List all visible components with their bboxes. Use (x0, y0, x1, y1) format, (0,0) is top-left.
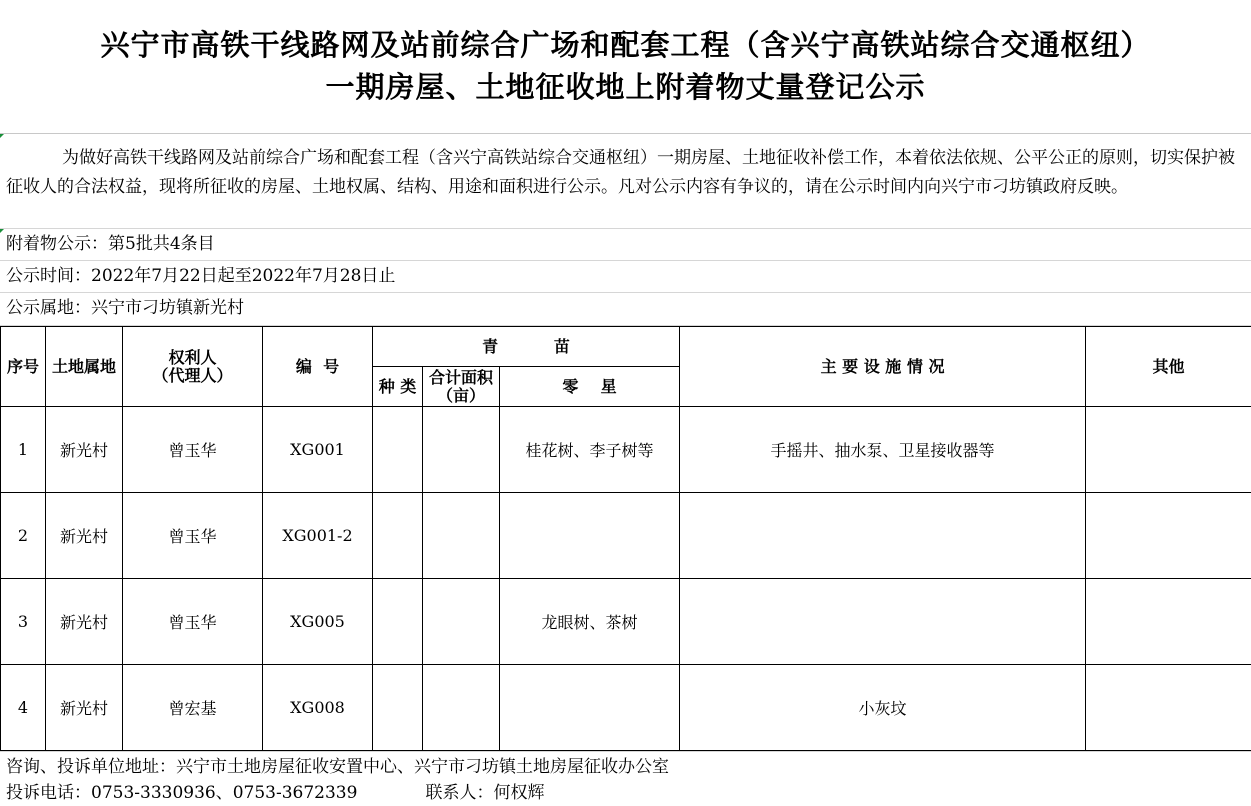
cell-other[interactable] (1086, 493, 1251, 579)
cell-land[interactable]: 新光村 (46, 665, 123, 751)
table-row (1, 407, 1251, 493)
table-row (1, 493, 1251, 579)
period-cell[interactable] (0, 261, 1251, 293)
header-area (423, 367, 500, 407)
cell-kind[interactable] (373, 493, 423, 579)
footer-phone: 投诉电话：0753-3330936、0753-3672339 (6, 783, 357, 803)
cell-code[interactable]: XG001-2 (263, 493, 373, 579)
footer-contact: 联系人：何权辉 (425, 783, 544, 803)
cell-kind[interactable] (373, 665, 423, 751)
batch-cell[interactable] (0, 229, 1251, 261)
notice-title (0, 0, 1251, 132)
header-code: 编 号 (263, 327, 373, 407)
cell-scattered[interactable]: 龙眼树、茶树 (500, 579, 680, 665)
intro-cell[interactable] (0, 133, 1251, 229)
header-other: 其他 (1086, 327, 1251, 407)
cell-area[interactable] (423, 407, 500, 493)
title-line-1: 兴宁市高铁干线路网及站前综合广场和配套工程（含兴宁高铁站综合交通枢纽） (100, 24, 1150, 66)
cell-kind[interactable] (373, 579, 423, 665)
cell-facilities[interactable]: 手摇井、抽水泵、卫星接收器等 (680, 407, 1086, 493)
batch-text: 附着物公示：第5批共4条目 (6, 232, 215, 256)
header-owner (123, 327, 263, 407)
cell-land[interactable]: 新光村 (46, 407, 123, 493)
intro-text: 为做好高铁干线路网及站前综合广场和配套工程（含兴宁高铁站综合交通枢纽）一期房屋、土地征收补偿工作，本着依法依规、公平公正的原则，切实保护被征收人的合法权益，现将所征收的房屋、土地权属、结构、用途和面积进行公示。凡对公示内容有争议的，请在公示时间内向兴宁市刁坊镇政府反映。 (6, 144, 1246, 202)
header-area-line2: （亩） (423, 387, 499, 405)
cell-owner[interactable]: 曾玉华 (123, 579, 263, 665)
cell-other[interactable] (1086, 579, 1251, 665)
header-row (1, 327, 1251, 367)
header-owner-line2: （代理人） (123, 367, 262, 385)
header-crops: 青 苗 (373, 327, 680, 367)
cell-seq[interactable]: 2 (1, 493, 46, 579)
cell-owner[interactable]: 曾玉华 (123, 407, 263, 493)
cell-marker-icon (0, 134, 4, 138)
footer-cell[interactable] (0, 751, 1251, 806)
footer-address: 咨询、投诉单位地址：兴宁市土地房屋征收安置中心、兴宁市刁坊镇土地房屋征收办公室 (6, 755, 669, 779)
header-owner-line1: 权利人 (123, 349, 262, 367)
table-row (1, 579, 1251, 665)
period-text: 公示时间：2022年7月22日起至2022年7月28日止 (6, 264, 395, 288)
cell-facilities[interactable] (680, 579, 1086, 665)
cell-facilities[interactable]: 小灰坟 (680, 665, 1086, 751)
cell-marker-icon (0, 229, 4, 233)
header-area-line1: 合计面积 (423, 369, 499, 387)
cell-area[interactable] (423, 665, 500, 751)
cell-area[interactable] (423, 493, 500, 579)
cell-code[interactable]: XG001 (263, 407, 373, 493)
location-text: 公示属地：兴宁市刁坊镇新光村 (6, 296, 244, 320)
cell-seq[interactable]: 1 (1, 407, 46, 493)
cell-owner[interactable]: 曾玉华 (123, 493, 263, 579)
header-facilities: 主 要 设 施 情 况 (680, 327, 1086, 407)
cell-scattered[interactable] (500, 493, 680, 579)
header-kind: 种 类 (373, 367, 423, 407)
cell-scattered[interactable]: 桂花树、李子树等 (500, 407, 680, 493)
cell-seq[interactable]: 3 (1, 579, 46, 665)
header-seq: 序号 (1, 327, 46, 407)
cell-code[interactable]: XG005 (263, 579, 373, 665)
location-cell[interactable] (0, 293, 1251, 326)
cell-facilities[interactable] (680, 493, 1086, 579)
cell-other[interactable] (1086, 407, 1251, 493)
cell-seq[interactable]: 4 (1, 665, 46, 751)
cell-scattered[interactable] (500, 665, 680, 751)
attachment-table (0, 326, 1251, 751)
header-land: 土地属地 (46, 327, 123, 407)
cell-code[interactable]: XG008 (263, 665, 373, 751)
cell-land[interactable]: 新光村 (46, 493, 123, 579)
cell-area[interactable] (423, 579, 500, 665)
cell-land[interactable]: 新光村 (46, 579, 123, 665)
header-scattered: 零 星 (500, 367, 680, 407)
footer-phone-line (6, 781, 544, 805)
cell-other[interactable] (1086, 665, 1251, 751)
title-line-2: 一期房屋、土地征收地上附着物丈量登记公示 (325, 66, 925, 108)
table-row (1, 665, 1251, 751)
cell-kind[interactable] (373, 407, 423, 493)
cell-owner[interactable]: 曾宏基 (123, 665, 263, 751)
